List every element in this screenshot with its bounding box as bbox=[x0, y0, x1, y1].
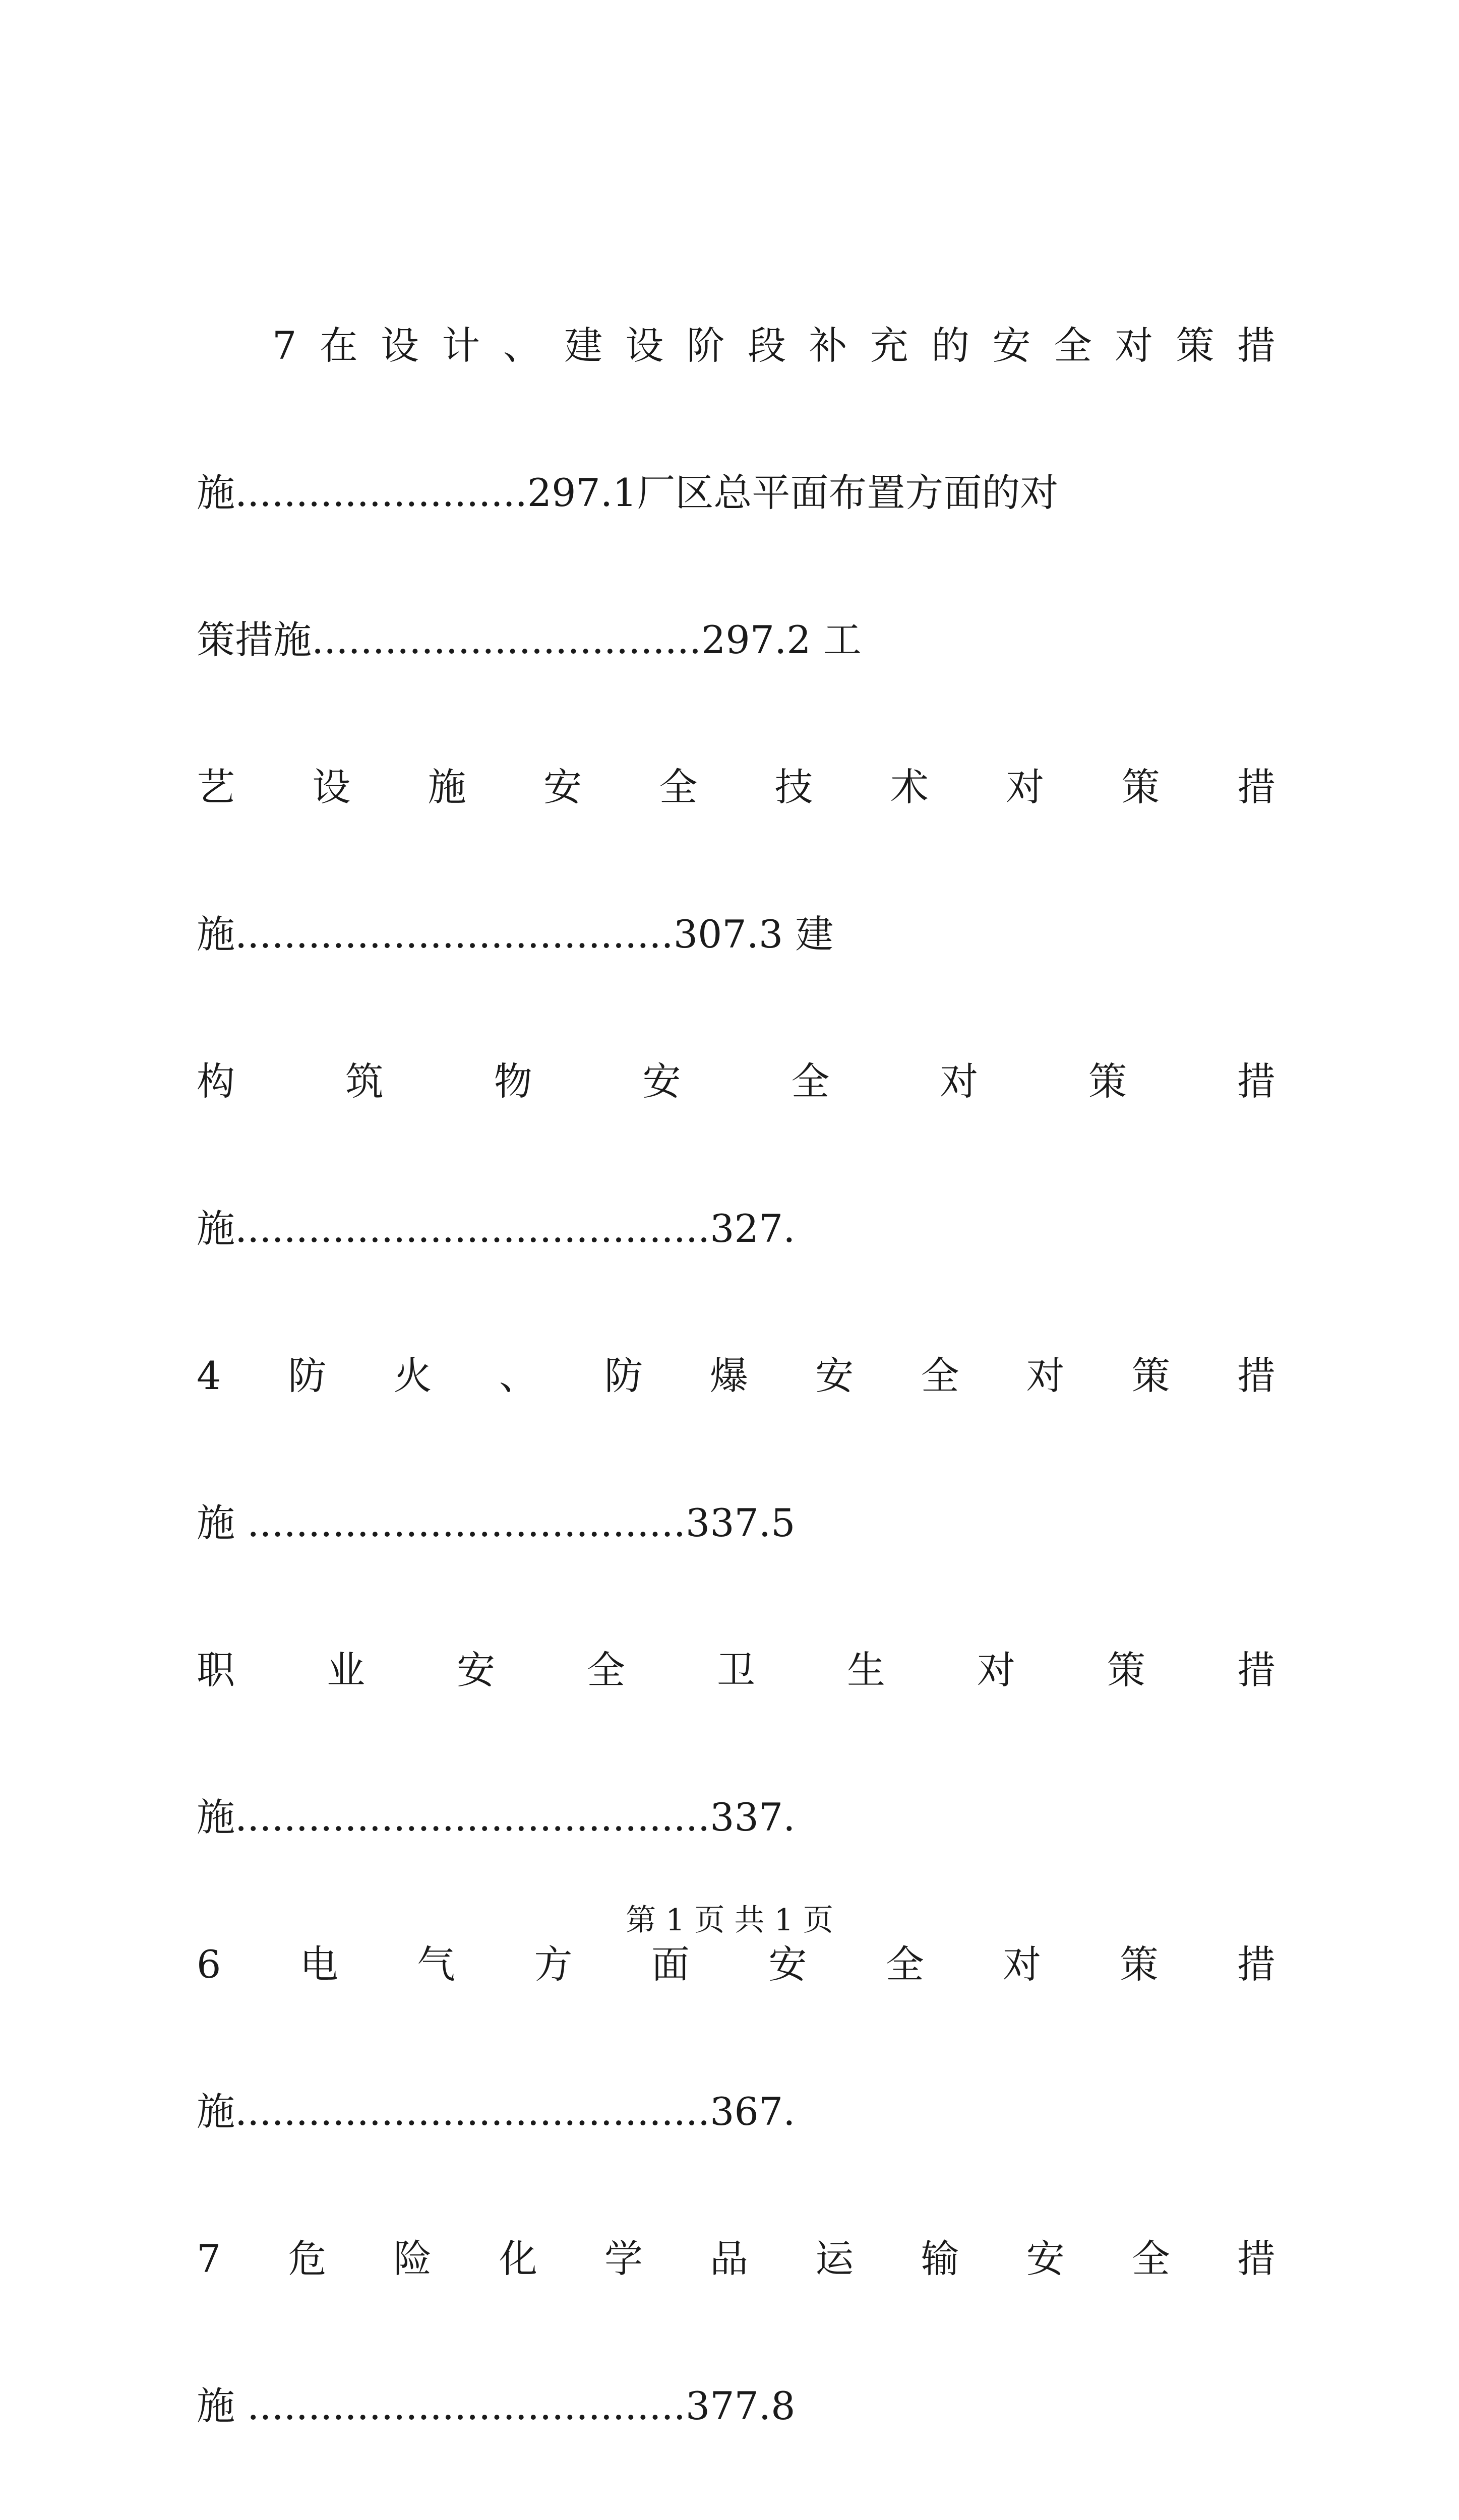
toc-char: 学 bbox=[604, 2236, 643, 2281]
toc-line bbox=[197, 2185, 1275, 2333]
toc-char: 7 bbox=[272, 323, 297, 368]
toc-char: 全 bbox=[791, 1059, 830, 1104]
toc-char: 全 bbox=[1053, 323, 1092, 368]
toc-char: 措 bbox=[1237, 323, 1275, 368]
toc-char: 物 bbox=[494, 1059, 532, 1104]
toc-line: 施.......................................327. bbox=[197, 1206, 796, 1251]
toc-char: 补 bbox=[809, 323, 847, 368]
toc-line: 施....................................307.3 建 bbox=[197, 912, 834, 957]
toc-line bbox=[197, 1302, 1275, 1450]
toc-char: 措 bbox=[1237, 2236, 1275, 2281]
toc-char: 充 bbox=[870, 323, 908, 368]
toc-char: 全 bbox=[1131, 2236, 1170, 2281]
toc-char: 的 bbox=[931, 323, 970, 368]
toc-char: 全 bbox=[659, 765, 698, 809]
toc-char: 爆 bbox=[710, 1353, 749, 1398]
toc-char: 策 bbox=[1120, 1942, 1159, 1987]
toc-char: 策 bbox=[1121, 765, 1160, 809]
toc-char: 对 bbox=[977, 1648, 1015, 1692]
toc-char: 策 bbox=[1088, 1059, 1127, 1104]
toc-char: 4 bbox=[197, 1353, 221, 1398]
toc-line bbox=[197, 1597, 1275, 1744]
toc-char: 措 bbox=[1237, 765, 1275, 809]
toc-line bbox=[197, 1008, 1275, 1155]
toc-char: 对 bbox=[1026, 1353, 1065, 1398]
toc-char: 化 bbox=[499, 2236, 537, 2281]
toc-char: 策 bbox=[1131, 1353, 1170, 1398]
toc-char: 电 bbox=[299, 1942, 338, 1987]
toc-char: 措 bbox=[1237, 1059, 1275, 1104]
toc-char: 计 bbox=[442, 323, 480, 368]
toc-line: 策措施................................297.2 工 bbox=[197, 617, 862, 662]
toc-char bbox=[457, 2480, 495, 2520]
toc-char bbox=[1107, 2480, 1145, 2520]
toc-char: 对 bbox=[1006, 765, 1045, 809]
toc-char: 输 bbox=[921, 2236, 959, 2281]
toc-char: 措 bbox=[1237, 1353, 1275, 1398]
toc-body bbox=[197, 272, 1275, 2520]
toc-char: 建 bbox=[564, 323, 603, 368]
toc-char: 策 bbox=[1176, 323, 1214, 368]
toc-line: 施.......................................367. bbox=[197, 2089, 796, 2134]
toc-char bbox=[717, 2480, 755, 2520]
toc-char: 全 bbox=[885, 1942, 924, 1987]
toc-line: 施 ....................................337.5 bbox=[197, 1500, 796, 1545]
toc-char: 防 bbox=[604, 1353, 643, 1398]
toc-char: 对 bbox=[1115, 323, 1153, 368]
toc-char: 气 bbox=[417, 1942, 456, 1987]
toc-char: 运 bbox=[815, 2236, 854, 2281]
toc-char: 防 bbox=[288, 1353, 327, 1398]
toc-line bbox=[197, 272, 1275, 419]
toc-char bbox=[327, 2480, 365, 2520]
toc-char: 安 bbox=[768, 1942, 807, 1987]
toc-char: 在 bbox=[319, 323, 358, 368]
toc-char: 措 bbox=[1237, 1648, 1275, 1692]
toc-char: 、 bbox=[503, 323, 541, 368]
toc-char: 技 bbox=[774, 765, 813, 809]
toc-char: 筑 bbox=[345, 1059, 384, 1104]
toc-char: 施 bbox=[428, 765, 466, 809]
toc-char: 构 bbox=[197, 1059, 235, 1104]
toc-char: 设 bbox=[625, 323, 664, 368]
toc-char: 生 bbox=[847, 1648, 885, 1692]
toc-char: 危 bbox=[288, 2236, 327, 2281]
toc-char: 职 bbox=[197, 1648, 235, 1692]
toc-char: 业 bbox=[327, 1648, 365, 1692]
toc-char: 安 bbox=[992, 323, 1031, 368]
toc-char: 安 bbox=[543, 765, 582, 809]
toc-line bbox=[197, 714, 1275, 861]
toc-line bbox=[197, 2480, 1275, 2520]
toc-char: 对 bbox=[940, 1059, 979, 1104]
toc-char: 段 bbox=[748, 323, 786, 368]
toc-char: 安 bbox=[815, 1353, 854, 1398]
toc-char: 面 bbox=[651, 1942, 690, 1987]
page-footer: 第 1 页 共 1 页 bbox=[626, 1903, 833, 1938]
toc-char: 全 bbox=[921, 1353, 959, 1398]
toc-char: 设 bbox=[312, 765, 351, 809]
toc-char: 6 bbox=[197, 1942, 221, 1987]
toc-char: 术 bbox=[890, 765, 929, 809]
toc-char: 安 bbox=[1026, 2236, 1065, 2281]
toc-line: 施........................297.1厂区总平面布置方面的对 bbox=[197, 470, 1059, 515]
toc-char: 艺 bbox=[197, 765, 235, 809]
toc-char: 、 bbox=[499, 1353, 537, 1398]
toc-char: 险 bbox=[393, 2236, 432, 2281]
toc-char bbox=[587, 2480, 625, 2520]
toc-char: 全 bbox=[587, 1648, 625, 1692]
toc-char: 设 bbox=[381, 323, 419, 368]
toc-char: 7 bbox=[197, 2236, 221, 2281]
toc-char: 火 bbox=[393, 1353, 432, 1398]
toc-char: 阶 bbox=[686, 323, 725, 368]
toc-char bbox=[1237, 2480, 1275, 2520]
toc-char bbox=[197, 2480, 235, 2520]
toc-char: 安 bbox=[457, 1648, 495, 1692]
toc-line: 施 ....................................377.8 bbox=[197, 2383, 796, 2428]
toc-line: 施.......................................337. bbox=[197, 1795, 796, 1840]
toc-char: 策 bbox=[1107, 1648, 1145, 1692]
toc-char bbox=[847, 2480, 885, 2520]
toc-char: 措 bbox=[1237, 1942, 1275, 1987]
toc-char: 安 bbox=[642, 1059, 681, 1104]
toc-char: 对 bbox=[1003, 1942, 1042, 1987]
toc-char: 方 bbox=[534, 1942, 573, 1987]
toc-char: 卫 bbox=[717, 1648, 755, 1692]
toc-char bbox=[977, 2480, 1015, 2520]
toc-char: 品 bbox=[710, 2236, 749, 2281]
